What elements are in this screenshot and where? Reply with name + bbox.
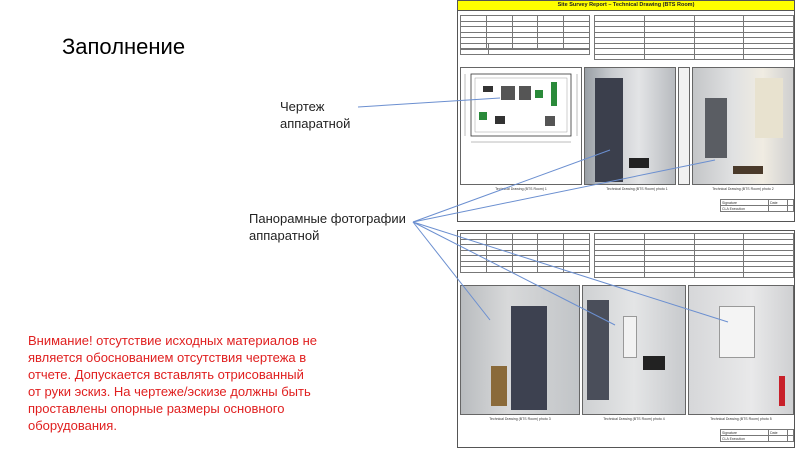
- footer-date: Date: [769, 430, 788, 436]
- warning-line: является обоснованием отсутствия чертежа в: [28, 350, 307, 365]
- caption-photo-3: Technical Drawing (BTS Room) photo 3: [489, 417, 551, 421]
- warning-line: от руки эскиз. На чертеже/эскизе должны быть: [28, 384, 311, 399]
- caption-photo-5: Technical Drawing (BTS Room) photo 5: [710, 417, 772, 421]
- footer-signature: Signature: [721, 430, 769, 436]
- drawing-callout-line-1: Чертеж: [280, 99, 325, 114]
- warning-line: отчете. Допускается вставлять отрисованный: [28, 367, 304, 382]
- warning-line: Внимание! отсутствие исходных материалов не: [28, 333, 318, 348]
- warning-line: проставлены опорные размеры основного: [28, 401, 285, 416]
- footer-execution: CLA Execution: [721, 436, 769, 442]
- photos-callout-line-2: аппаратной: [249, 228, 320, 243]
- footer-execution: CLA Execution: [721, 206, 769, 212]
- photos-callout-line-3: [413, 222, 490, 320]
- caption-photo-2: Technical Drawing (BTS Room) photo 2: [712, 187, 774, 191]
- photos-callout-line-2: [413, 160, 715, 222]
- footer-signature: Signature: [721, 200, 769, 206]
- caption-photo-4: Technical Drawing (BTS Room) photo 4: [603, 417, 665, 421]
- caption-drawing: Technical Drawing (BTS Room) 1: [495, 187, 547, 191]
- photos-callout-line-1: [413, 150, 610, 222]
- page-title: Заполнение: [62, 34, 186, 59]
- report-header: Site Survey Report – Technical Drawing (BTS Room): [458, 1, 794, 11]
- drawing-callout-line-2: аппаратной: [280, 116, 351, 131]
- caption-photo-1: Technical Drawing (BTS Room) photo 1: [606, 187, 668, 191]
- photos-callout-line-4: [413, 222, 615, 325]
- footer-date: Date: [769, 200, 788, 206]
- photos-callout-line-1: Панорамные фотографии: [249, 211, 406, 226]
- warning-line: оборудования.: [28, 418, 117, 433]
- drawing-callout-line: [358, 98, 500, 107]
- photos-callout-line-5: [413, 222, 728, 322]
